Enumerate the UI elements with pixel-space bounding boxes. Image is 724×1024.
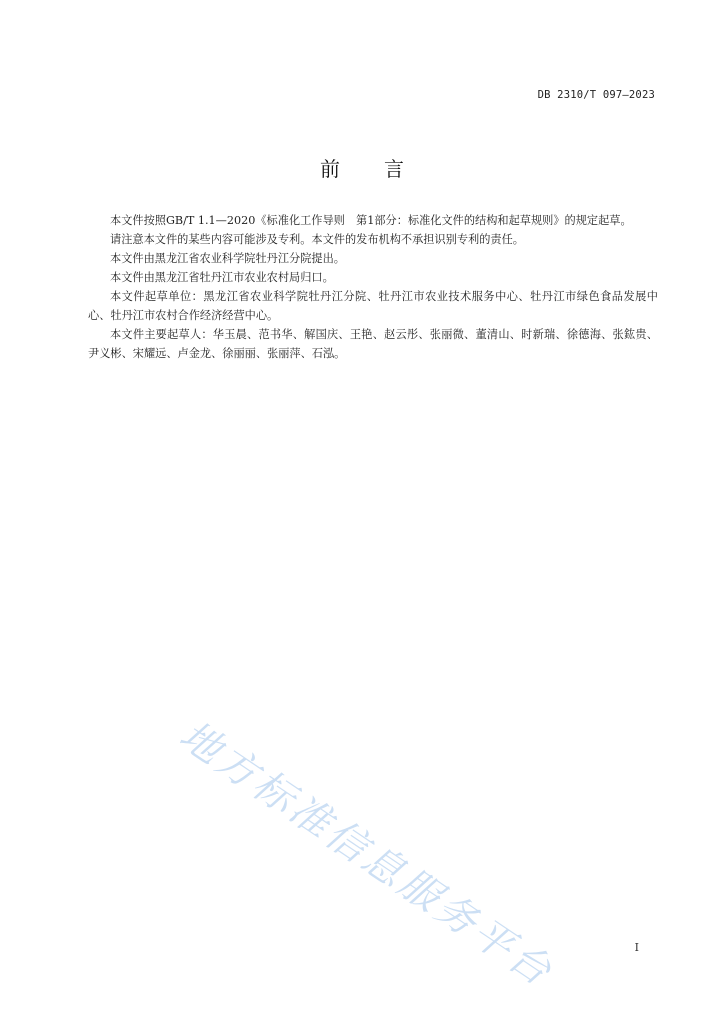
page-number: I (634, 941, 639, 954)
paragraph-administrator: 本文件由黑龙江省牡丹江市农业农村局归口。 (110, 271, 334, 284)
title-char-2: 言 (384, 157, 404, 181)
page-title (0, 153, 724, 182)
paragraph-patent-notice: 请注意本文件的某些内容可能涉及专利。本文件的发布机构不承担识别专利的责任。 (110, 233, 524, 246)
title-char-1: 前 (320, 157, 340, 181)
foreword-body (88, 211, 658, 363)
paragraph-drafting-units: 本文件起草单位：黑龙江省农业科学院牡丹江分院、牡丹江市农业技术服务中心、牡丹江市绿色食品发展中心、牡丹江市农村合作经济经营中心。 (88, 290, 658, 322)
paragraph-proposer: 本文件由黑龙江省农业科学院牡丹江分院提出。 (110, 252, 345, 265)
document-code: DB 2310/T 097—2023 (537, 89, 655, 101)
paragraph-drafting-rules: 本文件按照GB/T 1.1—2020《标准化工作导则 第1部分：标准化文件的结构和起草规则》的规定起草。 (110, 214, 632, 227)
paragraph-drafters: 本文件主要起草人：华玉晨、范书华、解国庆、王艳、赵云彤、张丽微、董清山、时新瑞、徐德海、张鈜贵、尹义彬、宋耀远、卢金龙、徐丽丽、张丽萍、石泓。 (88, 328, 658, 360)
watermark: 地方标准信息服务平台 (171, 712, 562, 997)
